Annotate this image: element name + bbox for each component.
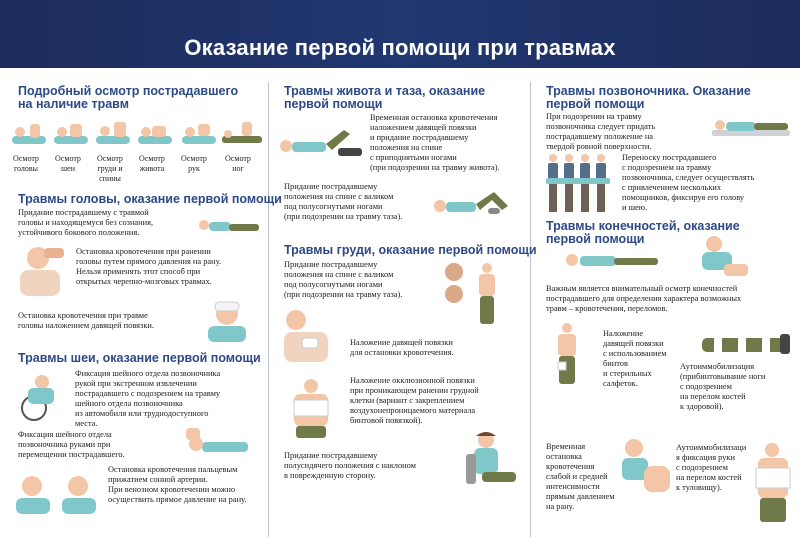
head-bandage-illustration [202, 296, 252, 342]
exam-caption-chest [92, 154, 128, 184]
text-line: (прибинтовывание ноги [680, 372, 766, 381]
text-line: позвоночника следует придать [546, 122, 656, 131]
spine-lying-board-illustration [710, 112, 792, 142]
head-text-3 [18, 311, 198, 331]
exam-heading-2: на наличие травм [18, 97, 129, 111]
text-line: места. [75, 419, 98, 428]
limbs-heading-2: первой помощи [546, 232, 645, 246]
chest-pressure-bandage-illustration [278, 308, 340, 364]
caption-line: Осмотр [225, 154, 251, 163]
caption-line: головы [13, 164, 39, 173]
neck-injury-heading: Травмы шеи, оказание первой помощи [18, 351, 261, 365]
exam-illustrations [10, 118, 265, 153]
text-line: Важным является внимательный осмотр конечностей [546, 284, 738, 293]
chest-text-1 [284, 260, 434, 300]
text-line: положения на спине с валиком [284, 270, 394, 279]
neck-extraction-illustration [12, 370, 70, 422]
text-line: и придание пострадавшему [370, 133, 469, 142]
title-banner [0, 0, 800, 68]
text-line: прямым давлением [546, 492, 615, 501]
neck-text-1 [75, 369, 265, 429]
text-line: полусидячего положения с наклоном [284, 461, 416, 470]
text-line: Остановка кровотечения при ранении [76, 247, 211, 256]
abdomen-heading-1: Травмы живота и таза, оказание [284, 84, 486, 98]
text-line: пострадавшему положение на [546, 132, 654, 141]
text-line: с привлечением нескольких [622, 183, 722, 192]
head-injury-heading: Травмы головы, оказание первой помощи [18, 192, 282, 206]
text-line: бинтовой повязкой). [350, 416, 423, 425]
text-line: При подозрении на травму [546, 112, 642, 121]
text-line: Придание пострадавшему с травмой [18, 208, 149, 217]
limbs-text-2 [603, 329, 683, 389]
chest-text-2 [350, 338, 500, 358]
text-line: с приподнятыми ногами [370, 153, 457, 162]
recovery-position-illustration [195, 212, 263, 238]
text-line: прижатием сонной артерии. [108, 475, 208, 484]
limbs-text-4 [546, 442, 616, 512]
text-line: Аутоиммобилизация [680, 362, 755, 371]
exam-caption-arms [176, 154, 212, 174]
text-line: Наложение давящей повязки [350, 338, 453, 347]
text-line: головы путем прямого давления на рану. [76, 257, 222, 266]
text-line: помощников, фиксируя его голову [622, 193, 745, 202]
neck-hold-illustration [182, 424, 252, 460]
text-line: наложением давящей повязки [370, 123, 477, 132]
text-line: на перелом костей [676, 473, 742, 482]
text-line: на рану. [546, 502, 575, 511]
text-line: шейного отдела позвоночника [75, 399, 183, 408]
limbs-text-1 [546, 284, 794, 314]
spine-text-1 [546, 112, 696, 152]
chest-injury-heading: Травмы груди, оказание первой помощи [284, 243, 537, 257]
caption-line: шеи [61, 164, 75, 173]
text-line: для остановки кровотечения. [350, 348, 454, 357]
page-title: Оказание первой помощи при травмах [184, 35, 616, 60]
neck-text-3 [108, 465, 268, 505]
text-line: давящей повязки [603, 339, 664, 348]
text-line: пострадавшего с подозрением на травму [75, 389, 221, 398]
text-line: перемещении пострадавшего. [18, 450, 125, 459]
text-line: При венозном кровотечении можно [108, 485, 236, 494]
text-line: Наложение [603, 329, 644, 338]
text-line: под полусогнутыми ногами [284, 280, 383, 289]
caption-line: Осмотр [13, 154, 39, 163]
caption-line: живота [139, 164, 165, 173]
head-pressure-illustration [14, 242, 72, 300]
caption-line: Осмотр [139, 154, 165, 163]
carotid-pressure-illustration-1 [12, 472, 54, 516]
limbs-text-3 [680, 362, 795, 412]
text-line: слабой и средней [546, 472, 608, 481]
abdomen-text-2 [284, 182, 434, 222]
text-line: травм – кровотечения, переломов. [546, 304, 668, 313]
text-line: Аутоиммобилизаци [676, 443, 747, 452]
spine-text-2 [622, 153, 792, 213]
text-line: головы наложением давящей повязки. [18, 321, 154, 330]
occlusive-dressing-illustration [286, 378, 336, 440]
text-line: устойчивого бокового положения. [18, 228, 140, 237]
text-line: в поврежденную сторону. [284, 471, 376, 480]
spine-heading-1: Травмы позвоночника. Оказание [546, 84, 751, 98]
text-line: (при подозрении на травму таза). [284, 212, 403, 221]
text-line: клетки (вариант с закреплением [350, 396, 465, 405]
limbs-exam-kneeling-illustration [690, 234, 750, 280]
limb-bandage-figure-illustration [550, 322, 584, 386]
text-line: Придание пострадавшему [284, 182, 378, 191]
caption-line: спины [99, 174, 121, 183]
leg-splint-illustration [700, 332, 792, 358]
exam-caption-abdomen [134, 154, 170, 174]
text-line: Временная [546, 442, 586, 451]
chest-standing-figure-illustration [472, 262, 502, 326]
limbs-text-5 [676, 443, 758, 493]
text-line: я фиксация руки [676, 453, 735, 462]
caption-line: Осмотр [97, 154, 123, 163]
text-line: Остановка кровотечения при травме [18, 311, 148, 320]
column-divider-1 [268, 82, 269, 537]
neck-text-2 [18, 430, 168, 460]
abdomen-heading-2: первой помощи [284, 97, 383, 111]
text-line: осуществить прямое давление на рану. [108, 495, 247, 504]
direct-pressure-illustration [612, 436, 674, 496]
text-line: воздухонепроницаемого материала [350, 406, 476, 415]
text-line: Фиксация шейного отдела [18, 430, 112, 439]
abdomen-legs-raised-illustration [278, 122, 364, 158]
text-line: и стерильных [603, 369, 652, 378]
head-text-1 [18, 208, 193, 238]
chest-examine-head-illustration [440, 262, 470, 306]
text-line: Остановка кровотечения пальцевым [108, 465, 238, 474]
text-line: и шею. [622, 203, 648, 212]
text-line: с использованием [603, 349, 667, 358]
text-line: головы и находящемуся без сознания, [18, 218, 154, 227]
half-sitting-illustration [462, 428, 520, 496]
text-line: Нельзя применять этот способ при [76, 267, 201, 276]
text-line: (при подозрении на травму таза). [284, 290, 403, 299]
text-line: при проникающем ранении грудной [350, 386, 479, 395]
exam-caption-neck [50, 154, 86, 174]
text-line: позвоночника руками при [18, 440, 111, 449]
text-line: (при подозрении на травму живота). [370, 163, 500, 172]
caption-line: груди и [97, 164, 123, 173]
caption-line: Осмотр [55, 154, 81, 163]
text-line: на перелом костей [680, 392, 746, 401]
text-line: с подозрением на травму [622, 163, 712, 172]
text-line: рукой при экстренном извлечении [75, 379, 197, 388]
text-line: к здоровой). [680, 402, 724, 411]
text-line: открытых черепно-мозговых травмах. [76, 277, 212, 286]
column-divider-2 [530, 82, 531, 537]
text-line: положения на спине с валиком [284, 192, 394, 201]
exam-heading-1: Подробный осмотр пострадавшего [18, 84, 239, 98]
text-line: бинтов [603, 359, 628, 368]
text-line: Фиксация шейного отдела позвоночника [75, 369, 221, 378]
text-line: позвоночника, следует осуществлять [622, 173, 755, 182]
text-line: Придание пострадавшему [284, 260, 378, 269]
text-line: Наложение окклюзионной повязки [350, 376, 475, 385]
spine-carry-illustration [544, 152, 614, 214]
text-line: салфеток. [603, 379, 638, 388]
arm-sling-illustration [752, 442, 794, 524]
text-line: пострадавшего для определения характера возможных [546, 294, 742, 303]
chest-text-4 [284, 451, 454, 481]
text-line: положения на спине [370, 143, 443, 152]
abdomen-text-1 [370, 113, 525, 173]
caption-line: Осмотр [181, 154, 207, 163]
exam-caption-head [8, 154, 44, 174]
caption-line: ног [232, 164, 244, 173]
exam-caption-legs [220, 154, 256, 174]
text-line: Переноску пострадавшего [622, 153, 717, 162]
text-line: под полусогнутыми ногами [284, 202, 383, 211]
carotid-pressure-illustration-2 [58, 472, 100, 516]
text-line: остановка [546, 452, 582, 461]
text-line: с подозрением [676, 463, 728, 472]
chest-text-3 [350, 376, 520, 426]
text-line: из автомобиля или труднодоступного [75, 409, 209, 418]
text-line: кровотечения [546, 462, 595, 471]
text-line: Временная остановка кровотечения [370, 113, 498, 122]
pelvis-position-illustration [432, 186, 520, 220]
limbs-heading-1: Травмы конечностей, оказание [546, 219, 740, 233]
text-line: Придание пострадавшему [284, 451, 378, 460]
caption-line: рук [188, 164, 200, 173]
text-line: с подозрением [680, 382, 732, 391]
text-line: твердой ровной поверхности. [546, 142, 652, 151]
text-line: интенсивности [546, 482, 600, 491]
head-text-2 [76, 247, 266, 287]
text-line: к туловищу). [676, 483, 722, 492]
limbs-exam-lying-illustration [560, 248, 660, 274]
spine-heading-2: первой помощи [546, 97, 645, 111]
